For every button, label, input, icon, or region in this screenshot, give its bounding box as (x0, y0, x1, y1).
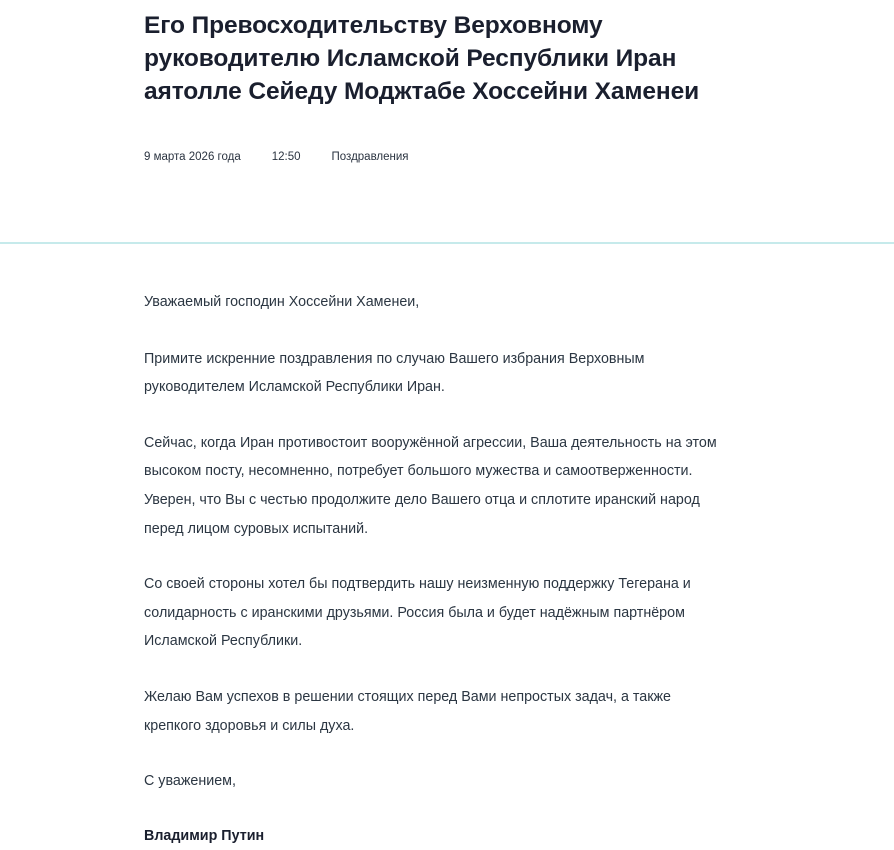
letter-signature: Владимир Путин (144, 827, 265, 844)
letter-salutation: Уважаемый господин Хоссейни Хаменеи, (144, 294, 420, 310)
letter-paragraph-2: Сейчас, когда Иран противостоит вооружённой агрессии, Ваша деятельность на этом высоком посту, несомненно, потребует большого мужества и самоотверженности. Уверен, что Вы с честью продолжите дело Вашего отца и сплотите иранский народ перед лицом суровых испытаний. (144, 434, 717, 537)
page-title: Его Превосходительству Верховному руководителю Исламской Республики Иран аятолле Сейеду Моджтабе Хоссейни Хаменеи (144, 12, 700, 105)
header-divider (0, 242, 894, 244)
letter-paragraph-1: Примите искренние поздравления по случаю Вашего избрания Верховным руководителем Исламской Республики Иран. (144, 350, 645, 396)
article-header (0, 0, 894, 165)
letter-paragraph-3: Со своей стороны хотел бы подтвердить нашу неизменную поддержку Тегерана и солидарность с иранскими друзьями. Россия была и будет надёжным партнёром Исламской Республики. (144, 576, 691, 650)
publish-date: 9 марта 2026 года (144, 151, 241, 163)
letter-closing: С уважением, (144, 773, 236, 790)
letter-paragraph-4: Желаю Вам успехов в решении стоящих перед Вами непростых задач, а также крепкого здоровья и силы духа. (144, 688, 671, 734)
article-meta (144, 149, 894, 165)
category-label: Поздравления (331, 151, 409, 163)
letter-body (144, 288, 722, 850)
publish-time: 12:50 (271, 151, 301, 163)
